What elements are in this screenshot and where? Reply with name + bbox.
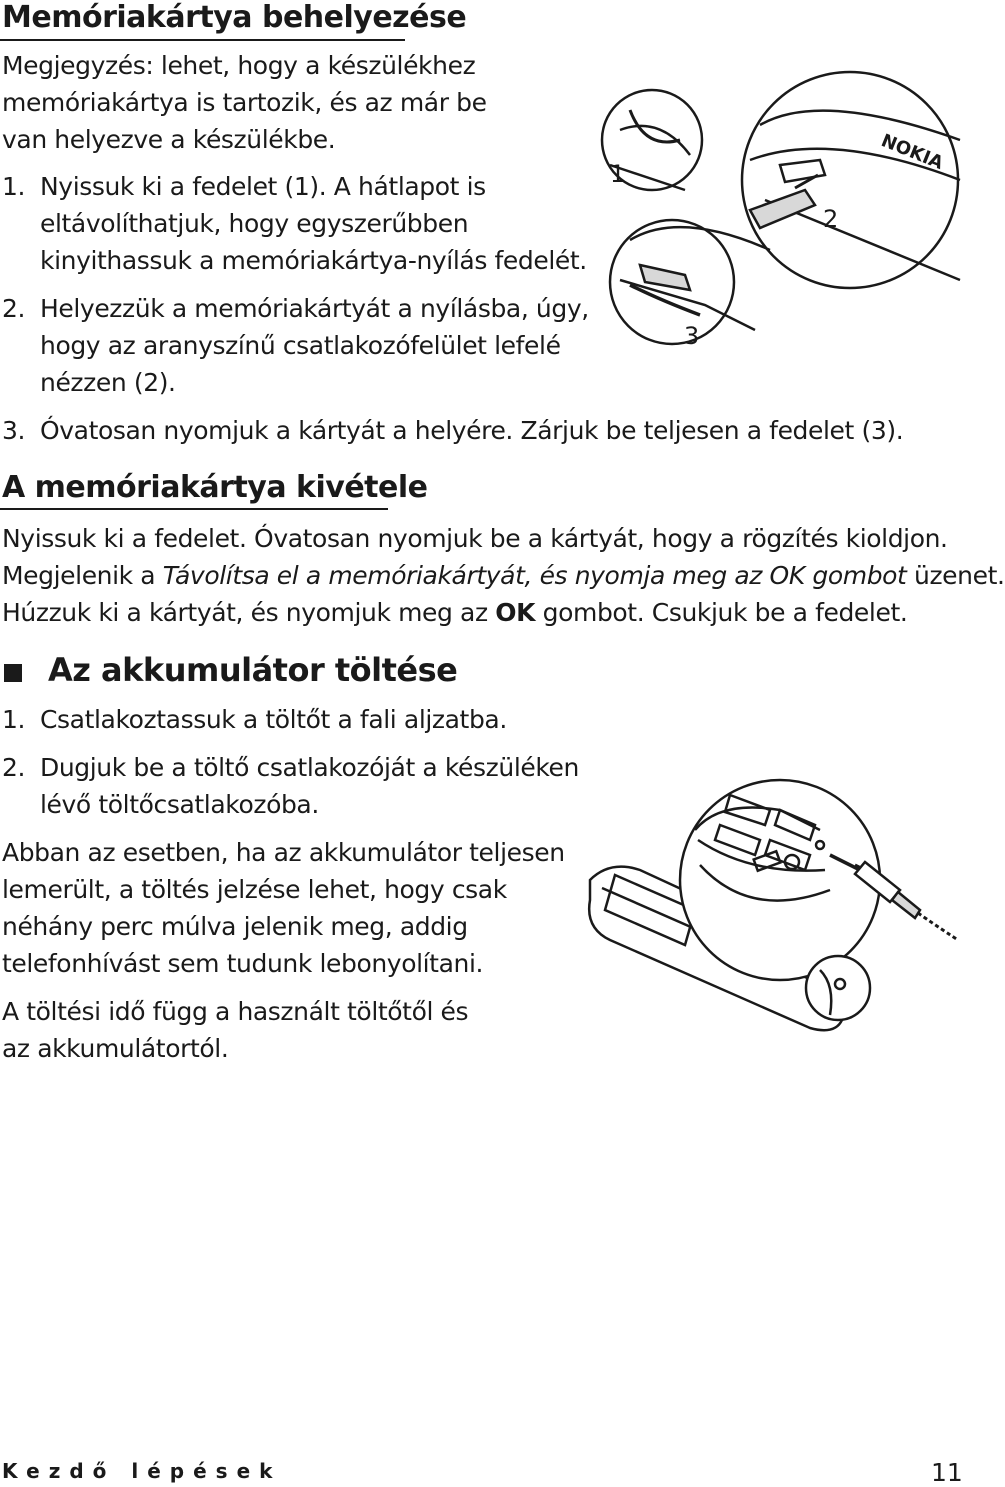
step-line: Nyissuk ki a fedelet (1). A hátlapot is bbox=[40, 172, 486, 201]
step-number: 1. bbox=[2, 705, 26, 734]
step-line: Dugjuk be a töltő csatlakozóját a készüléken bbox=[40, 753, 579, 782]
charge-step-2 bbox=[2, 749, 579, 823]
step-1 bbox=[2, 168, 587, 279]
paragraph-line: telefonhívást sem tudunk lebonyolítani. bbox=[2, 949, 484, 978]
step-3 bbox=[2, 412, 903, 449]
remove-paragraph bbox=[2, 520, 1005, 631]
brand-logo-text: NOKIA bbox=[878, 130, 947, 174]
paragraph-line: lemerült, a töltés jelzése lehet, hogy csak bbox=[2, 875, 507, 904]
paragraph-line: Nyissuk ki a fedelet. Óvatosan nyomjuk be a kártyát, hogy a rögzítés kioldjon. bbox=[2, 524, 948, 553]
step-line: kinyithassuk a memóriakártya-nyílás fedelét. bbox=[40, 246, 587, 275]
section-title-memory-card-remove: A memóriakártya kivétele bbox=[2, 470, 428, 505]
step-number: 1. bbox=[2, 172, 26, 201]
title-underline bbox=[0, 508, 388, 510]
charge-paragraph-2 bbox=[2, 993, 468, 1067]
callout-label-1: 1 bbox=[610, 160, 626, 188]
charger-illustration bbox=[580, 770, 960, 1040]
step-line: Óvatosan nyomjuk a kártyát a helyére. Zárjuk be teljesen a fedelet (3). bbox=[40, 416, 904, 445]
message-text: Távolítsa el a memóriakártyát, és nyomja meg az OK gombot bbox=[162, 561, 907, 590]
section-title-memory-card-insert: Memóriakártya behelyezése bbox=[2, 0, 467, 35]
step-line: Helyezzük a memóriakártyát a nyílásba, úgy, bbox=[40, 294, 589, 323]
note-line: van helyezve a készülékbe. bbox=[2, 125, 336, 154]
note-line: memóriakártya is tartozik, és az már be bbox=[2, 88, 487, 117]
step-number: 3. bbox=[2, 416, 26, 445]
charge-step-1 bbox=[2, 701, 507, 738]
section-bullet-icon bbox=[4, 664, 22, 682]
callout-label-3: 3 bbox=[684, 322, 700, 350]
step-2 bbox=[2, 290, 589, 401]
note-line: Megjegyzés: lehet, hogy a készülékhez bbox=[2, 51, 476, 80]
memory-card-illustration bbox=[590, 70, 960, 360]
paragraph-line: A töltési idő függ a használt töltőtől és bbox=[2, 997, 469, 1026]
section-title-battery-charging: Az akkumulátor töltése bbox=[48, 651, 458, 689]
step-number: 2. bbox=[2, 753, 26, 782]
paragraph-line: néhány perc múlva jelenik meg, addig bbox=[2, 912, 468, 941]
page-number: 11 bbox=[931, 1458, 963, 1487]
callout-label-2: 2 bbox=[823, 205, 839, 233]
step-number: 2. bbox=[2, 294, 26, 323]
paragraph-line: az akkumulátortól. bbox=[2, 1034, 229, 1063]
paragraph-line: Megjelenik a Távolítsa el a memóriakártyát, és nyomja meg az OK gombot üzenet. bbox=[2, 561, 1005, 590]
step-line: eltávolíthatjuk, hogy egyszerűbben bbox=[40, 209, 469, 238]
note-paragraph bbox=[2, 47, 487, 158]
step-line: Csatlakoztassuk a töltőt a fali aljzatba. bbox=[40, 705, 507, 734]
ok-key-label: OK bbox=[495, 598, 536, 627]
footer-section-name: Kezdő lépések bbox=[2, 1459, 282, 1483]
charge-paragraph-1 bbox=[2, 834, 565, 982]
step-line: hogy az aranyszínű csatlakozófelület lefelé bbox=[40, 331, 561, 360]
detail-circle-2 bbox=[742, 72, 958, 288]
paragraph-line: Húzzuk ki a kártyát, és nyomjuk meg az OK gombot. Csukjuk be a fedelet. bbox=[2, 598, 908, 627]
step-line: nézzen (2). bbox=[40, 368, 176, 397]
step-line: lévő töltőcsatlakozóba. bbox=[40, 790, 319, 819]
title-underline bbox=[0, 39, 405, 41]
paragraph-line: Abban az esetben, ha az akkumulátor teljesen bbox=[2, 838, 565, 867]
